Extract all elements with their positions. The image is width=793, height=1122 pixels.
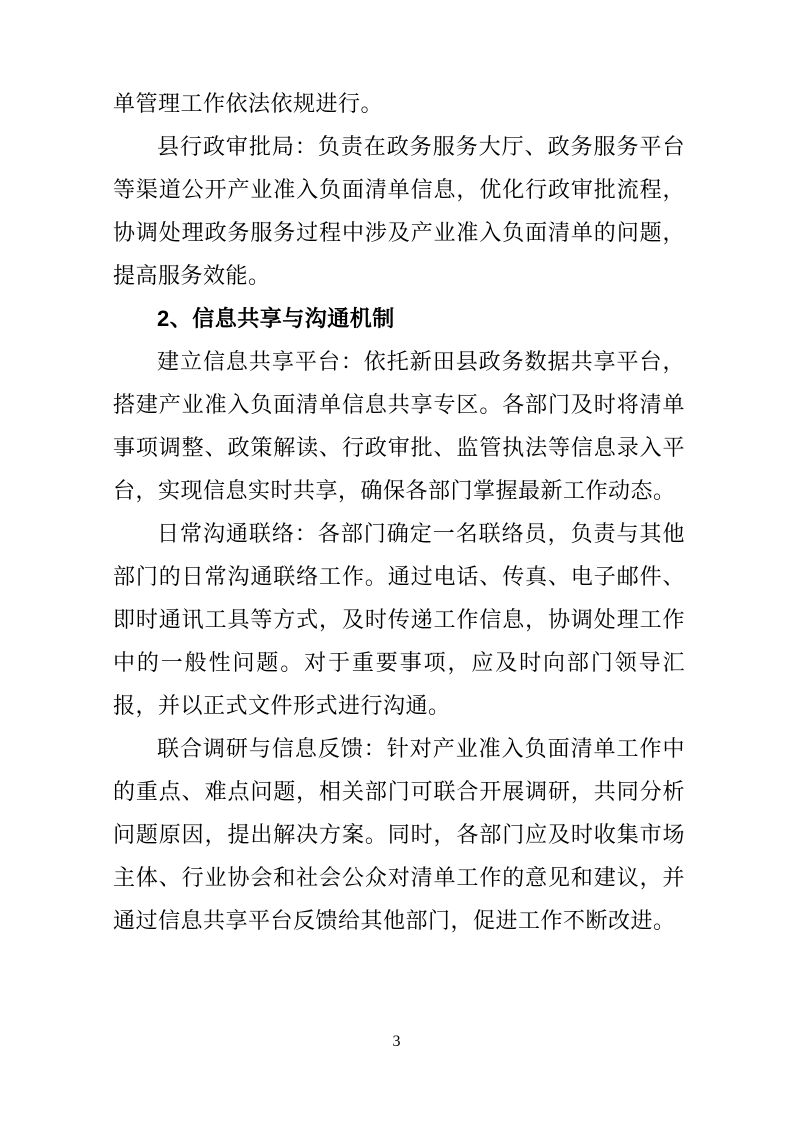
section-heading-info-sharing: 2、信息共享与沟通机制 (157, 306, 395, 331)
paragraph-joint-research-feedback: 联合调研与信息反馈：针对产业准入负面清单工作中的重点、难点问题，相关部门可联合开展调研，共同分析问题原因，提出解决方案。同时，各部门应及时收集市场主体、行业协会和社会公众对清单工作的意见和建议，并通过信息共享平台反馈给其他部门，促进工作不断改进。 (113, 736, 685, 933)
document-body (113, 82, 685, 942)
paragraph-continuation: 单管理工作依法依规进行。 (113, 91, 384, 116)
page-number: 3 (392, 1033, 401, 1050)
paragraph-info-sharing-platform: 建立信息共享平台：依托新田县政务数据共享平台，搭建产业准入负面清单信息共享专区。各部门及时将清单事项调整、政策解读、行政审批、监管执法等信息录入平台，实现信息实时共享，确保各部门掌握最新工作动态。 (113, 349, 685, 503)
paragraph-daily-communication: 日常沟通联络：各部门确定一名联络员，负责与其他部门的日常沟通联络工作。通过电话、传真、电子邮件、即时通讯工具等方式，及时传递工作信息，协调处理工作中的一般性问题。对于重要事项，应及时向部门领导汇报，并以正式文件形式进行沟通。 (113, 521, 685, 718)
paragraph-county-approval-bureau: 县行政审批局：负责在政务服务大厅、政务服务平台等渠道公开产业准入负面清单信息，优化行政审批流程，协调处理政务服务过程中涉及产业准入负面清单的问题，提高服务效能。 (113, 134, 685, 288)
